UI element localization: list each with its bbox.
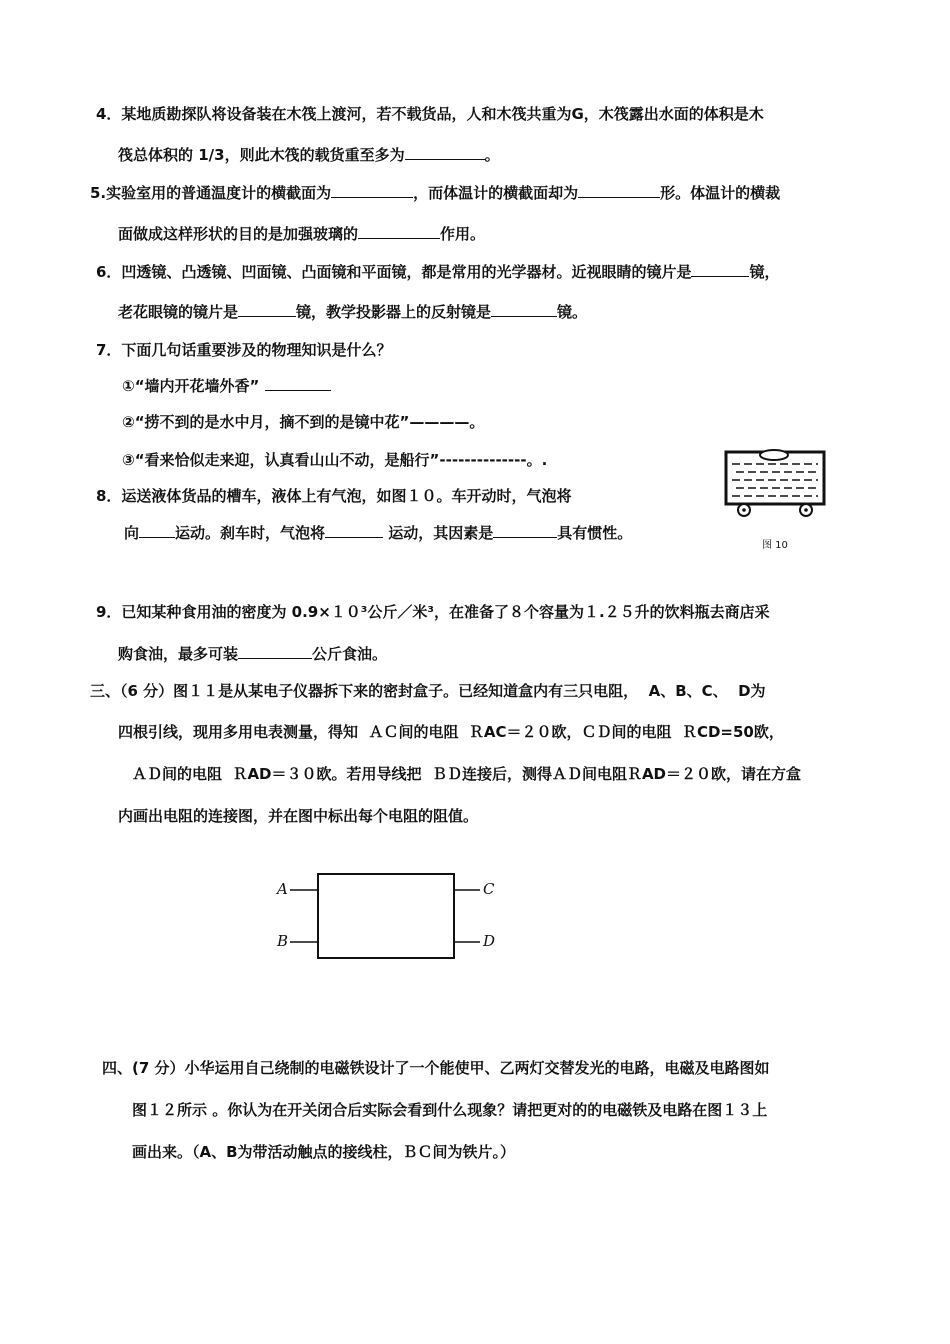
q4-line1: 4．某地质勘探队将设备装在木筏上渡河，若不载货品，人和木筏共重为G，木筏露出水面的体积是木 <box>96 105 764 123</box>
q5-blank-1[interactable] <box>331 183 413 198</box>
q7-item2: ②“捞不到的是水中月，摘不到的是镜中花”————。 <box>122 413 485 431</box>
figure-10-caption: 图 10 <box>762 540 788 551</box>
q7-item3: ③“看来恰似走来迎，认真看山山不动，是船行”--------------。. <box>122 451 548 469</box>
q8-blank-2[interactable] <box>325 523 383 538</box>
q9-line1: 9．已知某种食用油的密度为 0.9×１０³公斤／米³，在准备了８个容量为１.２５升的饮料瓶去商店采 <box>96 603 770 621</box>
q8-blank-1[interactable] <box>139 523 175 538</box>
liquid-lines <box>732 464 818 496</box>
tanker-diagram <box>718 446 834 526</box>
q8-line1: 8．运送液体货品的槽车，液体上有气泡，如图１０。车开动时，气泡将 <box>96 487 572 505</box>
q6-line2: 老花眼镜的镜片是 镜，教学投影器上的反射镜是 镜。 <box>118 303 588 321</box>
q8-blank-3[interactable] <box>493 523 557 538</box>
q6-blank-2[interactable] <box>238 302 296 317</box>
q6-line1: 6．凹透镜、凸透镜、凹面镜、凸面镜和平面镜，都是常用的光学器材。近视眼睛的镜片是 镜， <box>96 263 780 281</box>
q5-blank-2[interactable] <box>578 183 660 198</box>
q6-blank-1[interactable] <box>691 262 749 277</box>
q7-blank-1[interactable] <box>265 376 331 391</box>
q5-line1: 5.实验室用的普通温度计的横截面为 ，而体温计的横截面却为 形。体温计的横裁 <box>90 184 781 202</box>
label-c: C <box>483 880 495 898</box>
s3-line2: 四根引线，现用多用电表测量，得知 ＡＣ间的电阻 ＲAC＝２０欧，ＣＤ间的电阻 ＲCD=50欧， <box>118 723 784 741</box>
figure-10-tanker <box>718 446 834 556</box>
q8-line2: 向 运动。刹车时，气泡将 运动，其因素是 具有惯性。 <box>124 524 633 542</box>
s4-line1: 四、(7 分）小华运用自己绕制的电磁铁设计了一个能使甲、乙两灯交替发光的电路，电磁及电路图如 <box>102 1059 770 1077</box>
s3-line4: 内画出电阻的连接图，并在图中标出每个电阻的阻值。 <box>118 807 479 825</box>
s4-line2: 图１２所示 。你认为在开关闭合后实际会看到什么现象？请把更对的的电磁铁及电路在图１３上 <box>132 1101 768 1119</box>
box-outline[interactable] <box>318 874 454 958</box>
q9-answer-blank[interactable] <box>238 644 312 659</box>
s3-line1: 三、（6 分）图１１是从某电子仪器拆下来的密封盒子。已经知道盒内有三只电阻， A、B、C、 D为 <box>90 682 766 700</box>
q9-line2: 购食油，最多可装 公斤食油。 <box>118 645 388 663</box>
s3-line3: ＡＤ间的电阻 ＲAD＝３０欧。若用导线把 ＢＤ连接后，测得ＡＤ间电阻ＲAD＝２０欧，请在方盒 <box>132 765 802 783</box>
q4-line2: 筏总体积的 1/3，则此木筏的载货重至多为 。 <box>118 146 500 164</box>
q7-stem: 7．下面几句话重要涉及的物理知识是什么？ <box>96 341 392 359</box>
air-bubble <box>760 450 788 460</box>
label-b: B <box>277 932 289 950</box>
q4-answer-blank[interactable] <box>405 145 485 160</box>
figure-11-sealed-box <box>270 868 510 968</box>
q6-blank-3[interactable] <box>491 302 557 317</box>
label-a: A <box>277 880 288 898</box>
q5-line2: 面做成这样形状的目的是加强玻璃的 作用。 <box>118 225 486 243</box>
s4-line3: 画出来。（A、B为带活动触点的接线柱，ＢＣ间为铁片。） <box>132 1143 516 1161</box>
q5-blank-3[interactable] <box>358 224 440 239</box>
q7-item1: ①“墙内开花墙外香” <box>122 376 331 396</box>
label-d: D <box>483 932 496 950</box>
